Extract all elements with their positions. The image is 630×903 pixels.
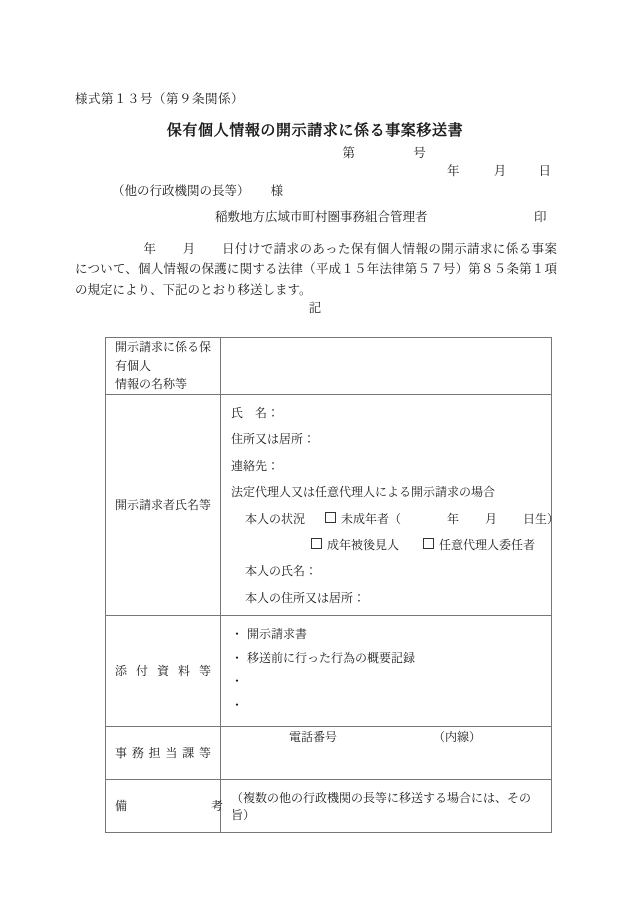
table-row — [106, 394, 552, 616]
number-label-dai: 第 — [342, 146, 356, 160]
remarks-value-cell[interactable] — [221, 780, 552, 833]
principal-status-label: 本人の状況 — [245, 511, 306, 526]
remarks-value: （複数の他の行政機関の長等に移送する場合には、その旨） — [231, 791, 532, 823]
subject-value — [221, 359, 551, 373]
ki-mark: 記 — [308, 301, 322, 315]
addressee — [112, 181, 283, 199]
minor-birth-month-label: 月 — [485, 511, 498, 526]
attachments-label-cell — [106, 616, 221, 727]
requester-label: 開示請求者氏名等 — [115, 498, 212, 513]
body-year-label: 年 — [143, 242, 157, 256]
list-item[interactable] — [231, 672, 541, 691]
checkbox-voluntary-agent[interactable] — [423, 538, 434, 549]
principal-status-row-2 — [231, 536, 541, 555]
addressee-text: （他の行政機関の長等） — [112, 184, 250, 198]
date-day-label: 日 — [538, 164, 552, 178]
department-label: 事務担当課等 — [115, 746, 211, 761]
list-item[interactable] — [231, 696, 541, 715]
seal-mark: 印 — [534, 210, 547, 224]
checkbox-adult-ward-label: 成年被後見人 — [327, 537, 400, 552]
body-month-label: 月 — [182, 242, 196, 256]
date-year-label: 年 — [447, 164, 460, 178]
minor-birth-year-label: 年 — [447, 511, 460, 526]
requester-contact-field: 連絡先： — [231, 458, 280, 473]
form-table — [105, 337, 560, 833]
attachments-value-cell[interactable] — [221, 616, 552, 727]
checkbox-minor[interactable] — [325, 512, 336, 523]
issuer-organization: 稲敷地方広域市町村圏事務組合管理者 — [215, 210, 428, 224]
subject-label-line1: 開示請求に係る保有個人 — [115, 340, 212, 373]
requester-name-field: 氏 名： — [231, 405, 280, 420]
table-row — [106, 338, 552, 395]
subject-label-cell — [106, 338, 221, 395]
requester-label-cell — [106, 394, 221, 616]
phone-label: 電話番号 — [289, 730, 338, 745]
body-paragraph — [75, 239, 557, 300]
extension-label: （内線） — [433, 730, 482, 745]
table-row — [106, 616, 552, 727]
number-label-gou: 号 — [413, 146, 426, 160]
department-value-cell[interactable] — [221, 727, 552, 780]
table-row — [106, 727, 552, 780]
requester-value-cell[interactable] — [221, 394, 560, 616]
page-title: 保有個人情報の開示請求に係る事案移送書 — [166, 123, 464, 139]
subject-value-cell[interactable] — [221, 338, 552, 395]
table-row — [106, 780, 552, 833]
department-label-cell — [106, 727, 221, 780]
requester-address-field: 住所又は居所： — [231, 432, 316, 447]
checkbox-voluntary-agent-label: 任意代理人委任者 — [439, 537, 536, 552]
phone-row — [289, 728, 481, 745]
date-month-label: 月 — [493, 164, 507, 178]
principal-status-row — [231, 510, 560, 529]
bullet-icon: ・ — [231, 697, 244, 712]
attachment-item-text: 移送前に行った行為の概要記録 — [247, 650, 416, 665]
form-number: 様式第１３号（第９条関係） — [75, 92, 245, 106]
list-item — [231, 625, 541, 644]
bullet-icon: ・ — [231, 650, 244, 665]
remarks-label: 備 考 — [115, 799, 224, 814]
attachments-label: 添付資料等 — [115, 664, 211, 679]
representative-heading: 法定代理人又は任意代理人による開示請求の場合 — [231, 485, 496, 500]
checkbox-adult-ward[interactable] — [311, 538, 322, 549]
body-text: 日付けで請求のあった保有個人情報の開示請求に係る事案について、個人情報の保護に関する法律（平成１５年法律第５７号）第８５条第１項の規定により、下記のとおり移送します。 — [75, 242, 557, 297]
document-number-line — [0, 143, 630, 161]
minor-birth-day-label: 日生） — [523, 511, 560, 526]
attachment-item-text: 開示請求書 — [247, 627, 308, 642]
subject-label-line2: 情報の名称等 — [115, 377, 188, 392]
addressee-honorific: 様 — [270, 184, 284, 198]
bullet-icon: ・ — [231, 627, 244, 642]
list-item — [231, 649, 541, 668]
bullet-icon: ・ — [231, 674, 244, 689]
principal-address-field: 本人の住所又は居所： — [245, 590, 366, 605]
document-date-line — [0, 161, 630, 179]
checkbox-minor-label: 未成年者（ — [341, 511, 402, 526]
remarks-label-cell — [106, 780, 224, 833]
principal-name-field: 本人の氏名： — [245, 564, 318, 579]
